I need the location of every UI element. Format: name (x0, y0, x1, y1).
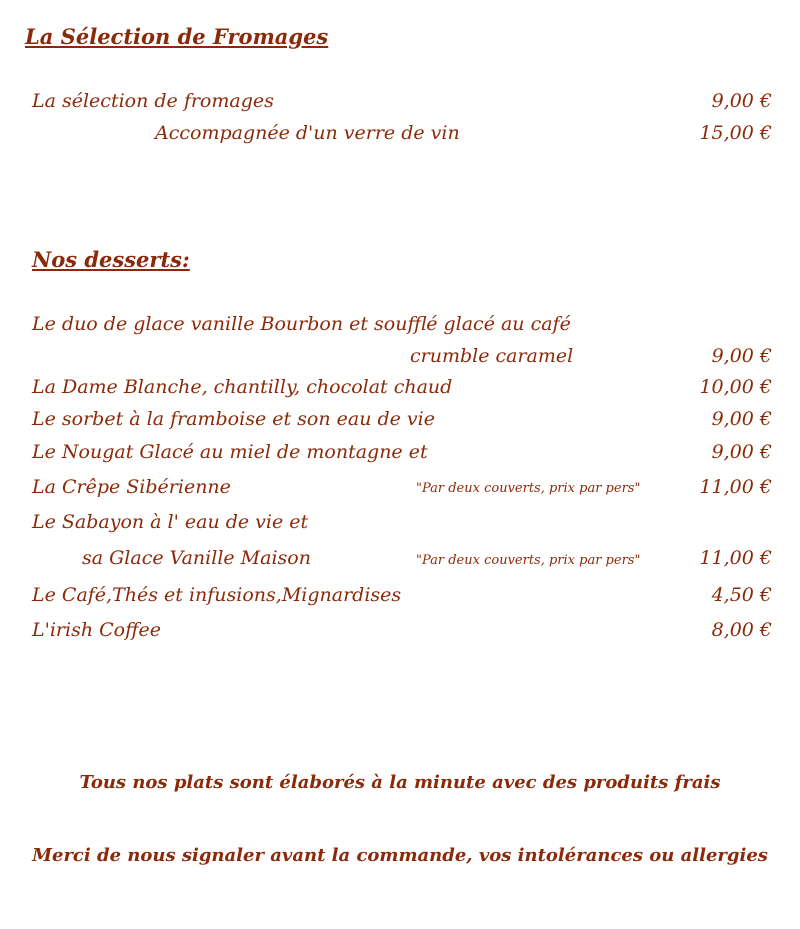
dessert-item-price: 8,00 € (711, 619, 772, 641)
dessert-item-price: 11,00 € (699, 547, 772, 569)
dessert-item-note: "Par deux couverts, prix par pers" (416, 481, 641, 496)
dessert-item-label-continued: crumble caramel (410, 345, 574, 367)
dessert-item-label: Le sorbet à la framboise et son eau de vie (32, 408, 435, 430)
dessert-item-label: Le Sabayon à l' eau de vie et (32, 511, 309, 533)
footer-fresh-products: Tous nos plats sont élaborés à la minute avec des produits frais (79, 772, 721, 793)
dessert-item-label: Le duo de glace vanille Bourbon et soufflé glacé au café (32, 313, 571, 335)
dessert-item-note: "Par deux couverts, prix par pers" (416, 553, 641, 568)
cheese-item-label: Accompagnée d'un verre de vin (155, 122, 460, 144)
cheese-item-label: La sélection de fromages (32, 90, 274, 112)
dessert-item-label: L'irish Coffee (32, 619, 162, 641)
dessert-item-label-continued: sa Glace Vanille Maison (82, 547, 311, 569)
dessert-item-label: Le Café,Thés et infusions,Mignardises (32, 584, 402, 606)
cheese-section-title: La Sélection de Fromages (25, 24, 329, 49)
desserts-section-title: Nos desserts: (32, 247, 190, 272)
dessert-item-price: 11,00 € (699, 476, 772, 498)
dessert-item-label: Le Nougat Glacé au miel de montagne et (32, 441, 428, 463)
cheese-item-price: 15,00 € (699, 122, 772, 144)
dessert-item-price: 4,50 € (711, 584, 772, 606)
dessert-item-price: 9,00 € (711, 345, 772, 367)
footer-allergies-notice: Merci de nous signaler avant la commande, vos intolérances ou allergies (32, 845, 768, 866)
cheese-item-price: 9,00 € (711, 90, 772, 112)
dessert-item-price: 9,00 € (711, 408, 772, 430)
dessert-item-label: La Dame Blanche, chantilly, chocolat chaud (32, 376, 453, 398)
dessert-item-label: La Crêpe Sibérienne (32, 476, 231, 498)
dessert-item-price: 10,00 € (699, 376, 772, 398)
dessert-item-price: 9,00 € (711, 441, 772, 463)
